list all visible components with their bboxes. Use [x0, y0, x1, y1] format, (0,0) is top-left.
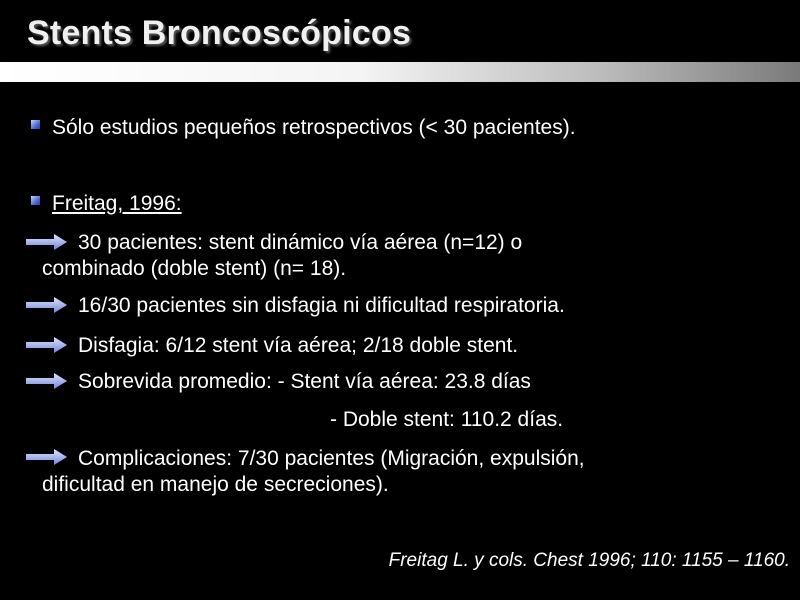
right-arrow-icon — [26, 296, 68, 314]
arrow-item-text: 30 pacientes: stent dinámico vía aérea (n=12) o — [78, 231, 523, 254]
bullet-text-studies: Sólo estudios pequeños retrospectivos (< 30 pacientes). — [52, 116, 576, 139]
right-arrow-icon — [26, 372, 68, 390]
arrow-item-text: 16/30 pacientes sin disfagia ni dificultad respiratoria. — [78, 294, 565, 317]
slide-title: Stents Broncoscópicos — [27, 14, 411, 52]
square-bullet-icon — [31, 196, 40, 205]
right-arrow-icon — [26, 233, 68, 251]
arrow-item-text: Disfagia: 6/12 stent vía aérea; 2/18 doble stent. — [78, 334, 519, 357]
title-divider-bar — [0, 62, 800, 82]
arrow-item-text: Complicaciones: 7/30 pacientes (Migración, expulsión, — [78, 447, 585, 470]
arrow-item-text-continued: - Doble stent: 110.2 días. — [330, 408, 564, 431]
arrow-item-text-continued: combinado (doble stent) (n= 18). — [42, 257, 347, 280]
right-arrow-icon — [26, 336, 68, 354]
square-bullet-icon — [31, 120, 40, 129]
arrow-item-text: Sobrevida promedio: - Stent vía aérea: 23.8 días — [78, 370, 531, 393]
citation-reference: Freitag L. y cols. Chest 1996; 110: 1155 – 1160. — [388, 550, 790, 571]
right-arrow-icon — [26, 448, 68, 466]
bullet-text-freitag: Freitag, 1996: — [52, 192, 182, 215]
arrow-item-text-continued: dificultad en manejo de secreciones). — [42, 473, 389, 496]
